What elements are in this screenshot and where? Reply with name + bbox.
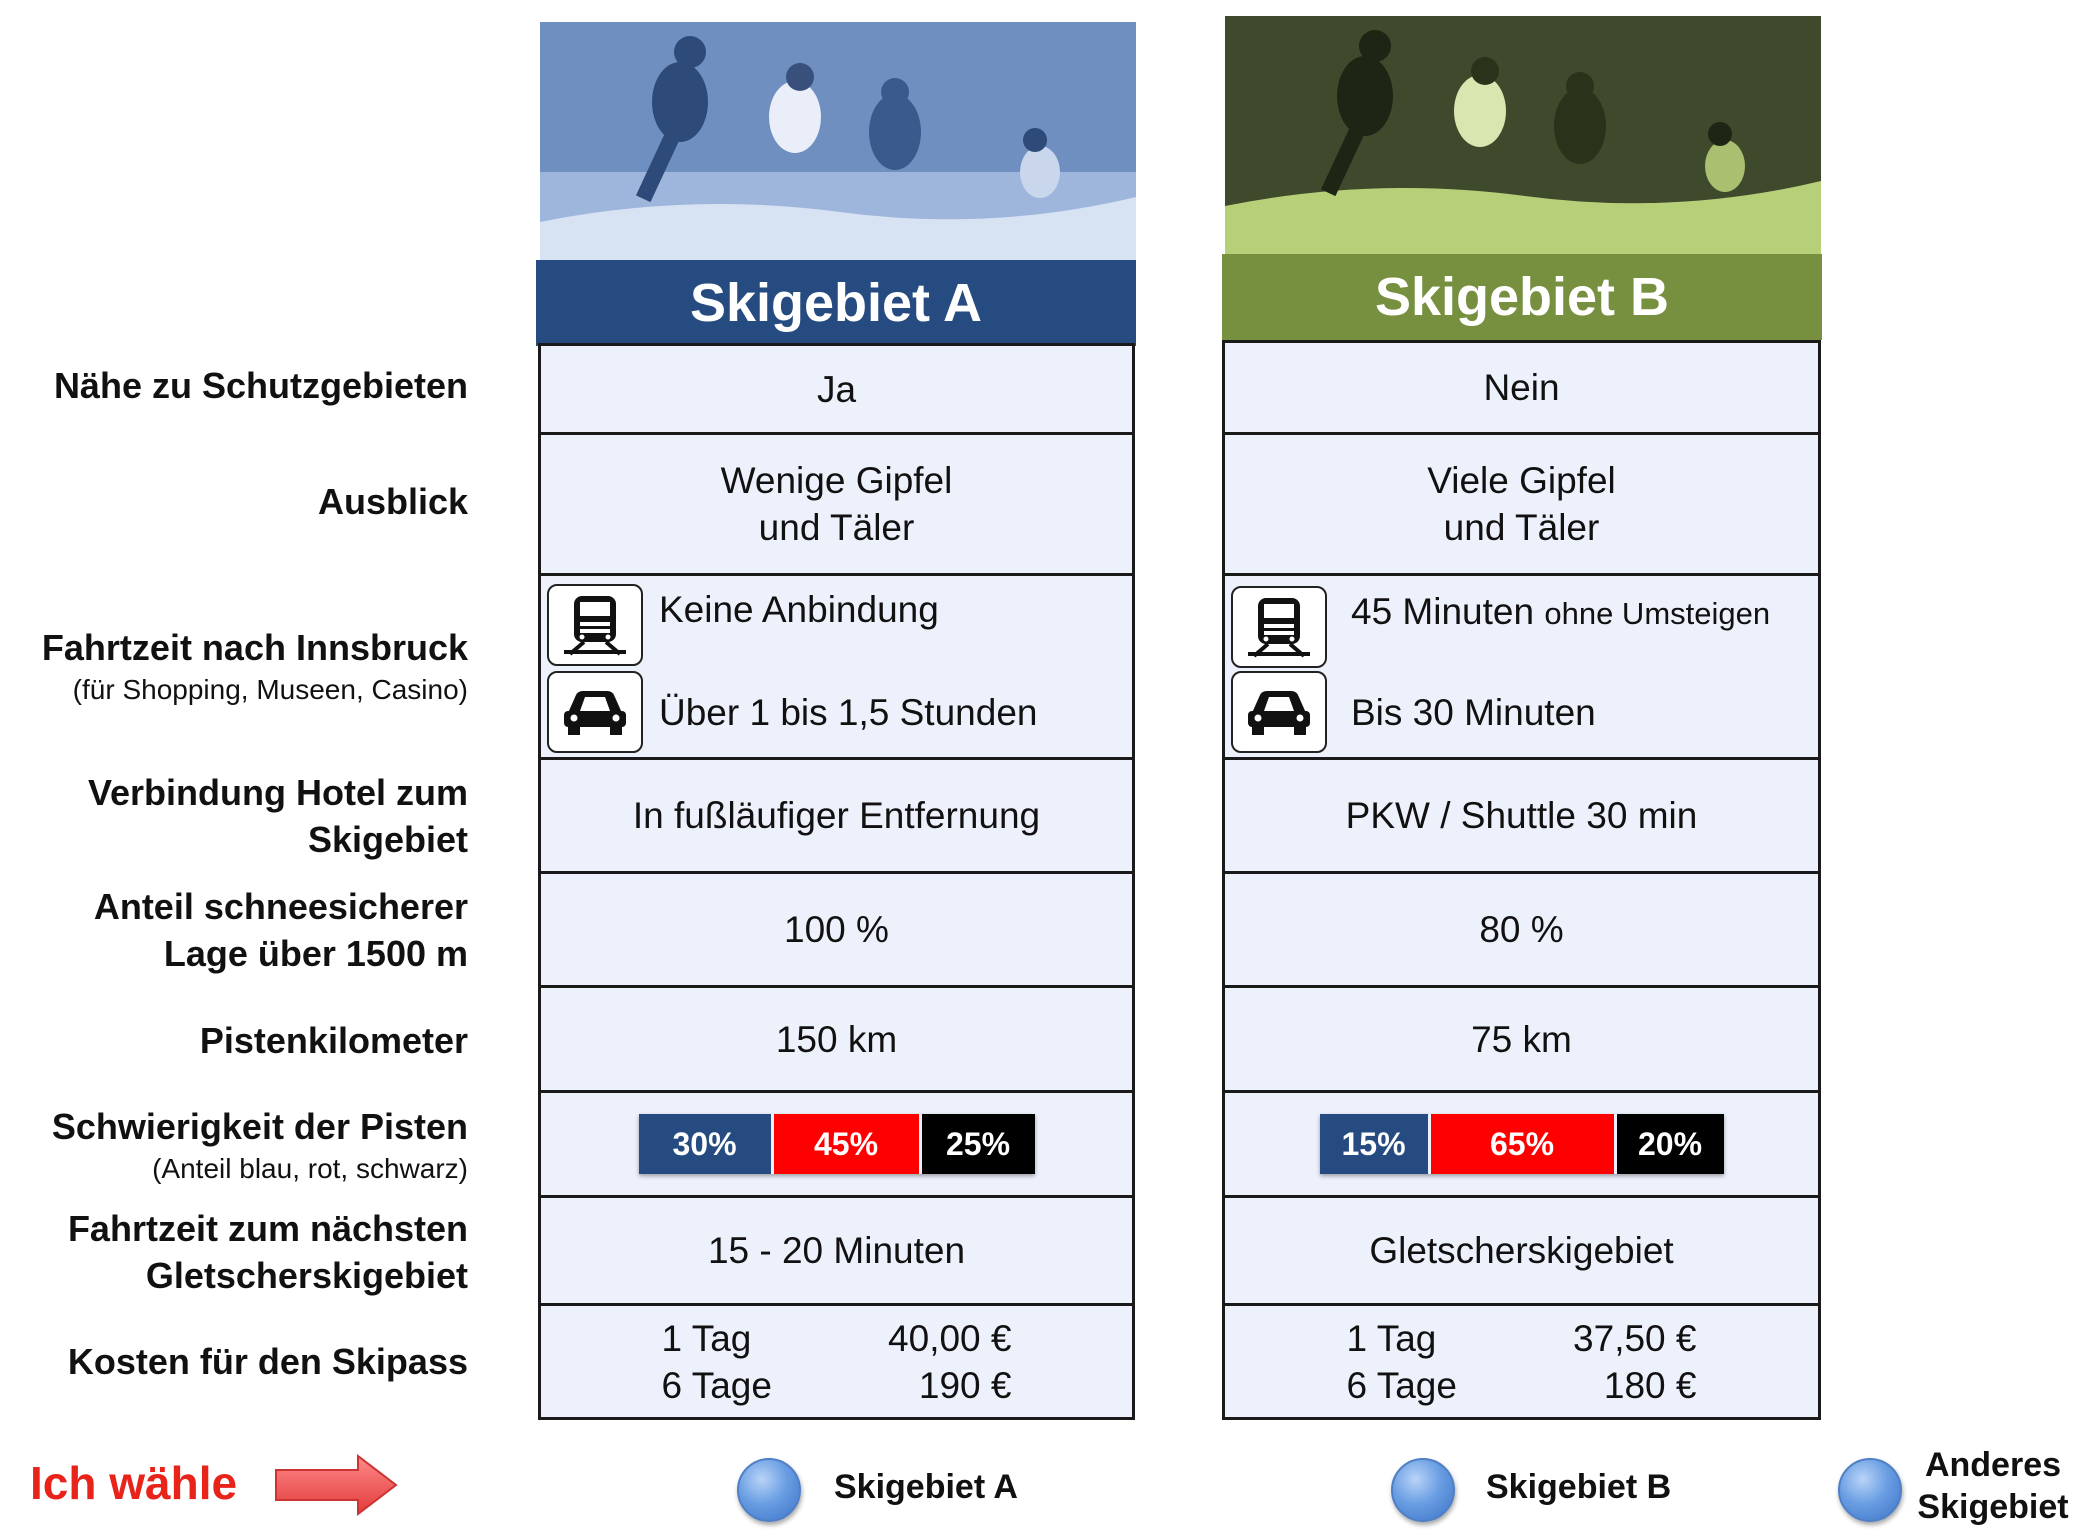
difficulty-blue-a: 30% — [639, 1114, 771, 1174]
difficulty-black-a: 25% — [922, 1114, 1035, 1174]
cell-gletscher-b-text: Gletscherskigebiet — [1369, 1230, 1674, 1271]
label-schnee-line2: Lage über 1500 m — [163, 933, 468, 974]
cell-verbindung-b — [1222, 757, 1821, 874]
label-schnee — [0, 883, 468, 977]
skipass-prices-b — [1347, 1315, 1697, 1409]
label-verbindung-line1: Verbindung Hotel zum — [87, 772, 468, 813]
cell-fahrzeit-b — [1222, 573, 1821, 760]
label-pisten-text: Pistenkilometer — [199, 1020, 468, 1061]
travel-train-time-b: 45 Minuten — [1351, 591, 1535, 632]
cell-schnee-b-text: 80 % — [1479, 909, 1564, 950]
cell-verbindung-a-text: In fußläufiger Entfernung — [632, 795, 1041, 836]
cell-pisten-b — [1222, 985, 1821, 1093]
cell-schutz-a-text: Ja — [816, 368, 857, 410]
cell-ausblick-b-line2: und Täler — [1443, 507, 1600, 548]
cell-verbindung-a — [538, 757, 1135, 874]
car-icon — [1231, 671, 1327, 753]
skier-photo-a-image — [540, 22, 1136, 260]
label-fahrzeit-text: Fahrtzeit nach Innsbruck — [41, 627, 468, 668]
car-icon — [547, 671, 643, 753]
travel-car-row-a — [547, 673, 1132, 751]
cell-skipass-a — [538, 1303, 1135, 1420]
skier-photo-a — [540, 22, 1136, 260]
cell-gletscher-a-text: 15 - 20 Minuten — [707, 1230, 966, 1271]
difficulty-red-b: 65% — [1431, 1114, 1614, 1174]
travel-car-row-b — [1231, 673, 1818, 751]
cell-pisten-a-text: 150 km — [775, 1018, 898, 1060]
cell-ausblick-a-line1: Wenige Gipfel — [720, 460, 953, 501]
skier-photo-b — [1225, 16, 1821, 256]
difficulty-bar-b — [1320, 1114, 1724, 1174]
skipass-b-day1-label: 1 Tag — [1346, 1317, 1437, 1359]
travel-train-text-a: Keine Anbindung — [659, 589, 939, 630]
cell-ausblick-a — [538, 432, 1135, 576]
train-icon — [1231, 586, 1327, 668]
label-fahrzeit-sub: (für Shopping, Museen, Casino) — [72, 674, 468, 705]
cell-pisten-a — [538, 985, 1135, 1093]
choice-prompt: Ich wähle — [30, 1457, 238, 1509]
label-schwierigkeit-text: Schwierigkeit der Pisten — [51, 1106, 468, 1147]
skipass-a-day1-price: 40,00 € — [888, 1317, 1012, 1359]
travel-train-row-a — [547, 586, 1132, 664]
column-title-b: Skigebiet B — [1374, 267, 1670, 327]
cell-schutz-b — [1222, 340, 1821, 435]
difficulty-red-a: 45% — [774, 1114, 919, 1174]
skier-photo-b-image — [1225, 16, 1821, 256]
difficulty-blue-b: 15% — [1320, 1114, 1428, 1174]
label-schwierigkeit-sub: (Anteil blau, rot, schwarz) — [152, 1153, 468, 1184]
cell-pisten-b-text: 75 km — [1471, 1018, 1572, 1060]
skipass-a-day6-label: 6 Tage — [661, 1364, 772, 1406]
label-skipass — [0, 1338, 468, 1385]
difficulty-black-b: 20% — [1617, 1114, 1724, 1174]
label-schutz — [0, 362, 468, 409]
cell-skipass-b — [1222, 1303, 1821, 1420]
cell-schwierigkeit-a — [538, 1090, 1135, 1198]
option-b-radio[interactable] — [1391, 1458, 1455, 1522]
label-schnee-line1: Anteil schneesicherer — [93, 886, 468, 927]
cell-ausblick-a-line2: und Täler — [758, 507, 915, 548]
skipass-b-day6-label: 6 Tage — [1346, 1364, 1457, 1406]
cell-gletscher-a — [538, 1195, 1135, 1306]
cell-schnee-a — [538, 871, 1135, 988]
skipass-b-day6-price: 180 € — [1603, 1364, 1697, 1406]
cell-schnee-b — [1222, 871, 1821, 988]
cell-fahrzeit-a — [538, 573, 1135, 760]
skipass-prices-a — [662, 1315, 1012, 1409]
cell-schnee-a-text: 100 % — [784, 909, 889, 950]
skipass-a-day1-label: 1 Tag — [661, 1317, 752, 1359]
label-fahrzeit — [0, 624, 468, 709]
column-title-a: Skigebiet A — [689, 273, 983, 333]
cell-schutz-b-text: Nein — [1483, 367, 1560, 408]
option-b-label[interactable]: Skigebiet B — [1486, 1468, 1672, 1506]
column-header-b — [1222, 254, 1822, 340]
option-other-line1: Anderes — [1924, 1446, 2062, 1484]
option-a-radio[interactable] — [737, 1458, 801, 1522]
label-ausblick-text: Ausblick — [317, 481, 468, 522]
label-skipass-text: Kosten für den Skipass — [67, 1341, 468, 1382]
travel-train-row-b — [1231, 588, 1818, 666]
label-ausblick — [0, 478, 468, 525]
label-verbindung — [0, 769, 468, 863]
option-other-radio[interactable] — [1838, 1458, 1902, 1522]
label-schutz-text: Nähe zu Schutzgebieten — [53, 365, 468, 406]
travel-car-text-b: Bis 30 Minuten — [1351, 691, 1596, 733]
label-verbindung-line2: Skigebiet — [307, 819, 468, 860]
label-gletscher-line2: Gletscherskigebiet — [145, 1255, 468, 1296]
label-gletscher-line1: Fahrtzeit zum nächsten — [67, 1208, 468, 1249]
column-header-a — [536, 260, 1136, 346]
cell-schutz-a — [538, 343, 1135, 435]
arrow-right-icon — [272, 1452, 402, 1523]
option-other-label[interactable] — [1908, 1444, 2078, 1528]
cell-ausblick-b — [1222, 432, 1821, 576]
travel-train-text-b — [1327, 588, 1770, 637]
difficulty-bar-a — [639, 1114, 1035, 1174]
travel-car-text-a: Über 1 bis 1,5 Stunden — [659, 691, 1038, 733]
option-a-label[interactable]: Skigebiet A — [834, 1468, 1018, 1506]
cell-ausblick-b-line1: Viele Gipfel — [1427, 460, 1616, 501]
travel-train-note-b: ohne Umsteigen — [1544, 596, 1771, 631]
label-gletscher — [0, 1205, 468, 1299]
cell-schwierigkeit-b — [1222, 1090, 1821, 1198]
cell-gletscher-b — [1222, 1195, 1821, 1306]
option-other-line2: Skigebiet — [1917, 1488, 2069, 1526]
label-pisten — [0, 1017, 468, 1064]
train-icon — [547, 584, 643, 666]
cell-verbindung-b-text: PKW / Shuttle 30 min — [1345, 795, 1698, 836]
skipass-a-day6-price: 190 € — [918, 1364, 1012, 1406]
label-schwierigkeit — [0, 1103, 468, 1188]
skipass-b-day1-price: 37,50 € — [1573, 1317, 1697, 1359]
